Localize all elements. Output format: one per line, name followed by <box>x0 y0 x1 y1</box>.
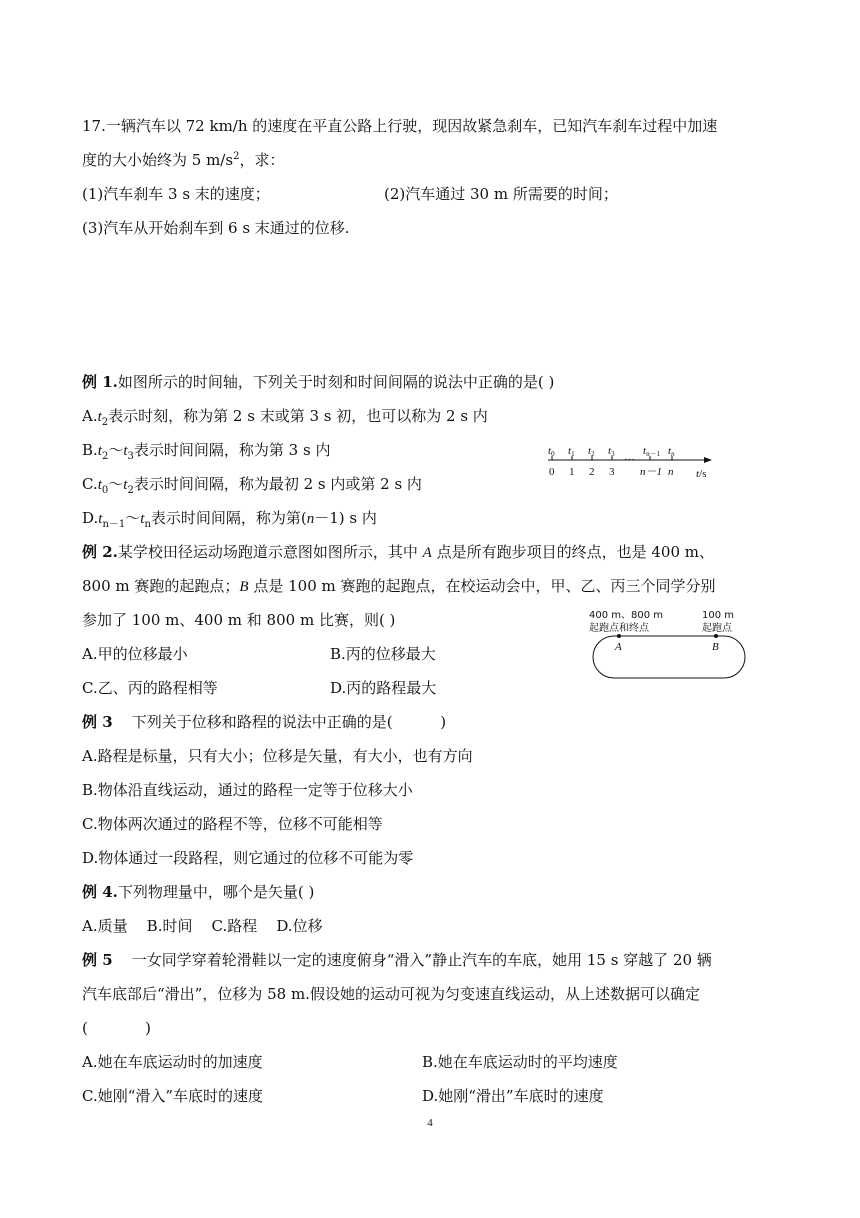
ex5-line1 <box>82 950 712 970</box>
option-letter: A. <box>82 407 98 425</box>
axis-top-label: t0 <box>548 445 555 458</box>
q17-part1: (1)汽车刹车 3 s 末的速度； <box>82 185 270 203</box>
ex2-line1 <box>82 542 714 563</box>
axis-top-label: t3 <box>608 445 615 458</box>
ex2-option-b: B.丙的位移最大 <box>330 645 436 663</box>
option-letter: B. <box>82 441 98 459</box>
ex3-option-b: B.物体沿直线运动，通过的路程一定等于位移大小 <box>82 781 413 799</box>
subscript: 0 <box>101 485 109 496</box>
track-figure <box>585 608 755 682</box>
page-number: 4 <box>427 1117 433 1129</box>
axis-bottom-label: n <box>668 466 674 478</box>
var-t: t <box>97 477 102 493</box>
ex4-stem-text: 下列物理量中，哪个是矢量( ) <box>117 883 315 901</box>
axis-top-label: t1 <box>568 445 575 458</box>
subscript: 2 <box>127 485 134 496</box>
tilde: ～ <box>108 441 124 459</box>
axis-top-label: t2 <box>588 445 595 458</box>
ex2-line2 <box>82 576 716 597</box>
ex1-stem-text: 如图所示的时间轴，下列关于时刻和时间间隔的说法中正确的是( ) <box>117 373 555 391</box>
var-t: t <box>123 443 128 459</box>
option-text: 表示时间间隔，称为第 3 s 内 <box>133 441 331 459</box>
ex4-stem <box>82 882 314 902</box>
ex1-option-c <box>82 474 422 495</box>
axis-top-label: tn <box>668 445 675 458</box>
point-b-label: B <box>712 641 719 653</box>
track-label-a-top: 400 m、800 m <box>589 610 664 621</box>
ex4-label: 例 4. <box>82 883 118 901</box>
option-letter: D. <box>82 509 99 527</box>
ex3-option-d: D.物体通过一段路程，则它通过的位移不可能为零 <box>82 849 414 867</box>
ex3-option-c: C.物体两次通过的路程不等，位移不可能相等 <box>82 815 383 833</box>
axis-bottom-label: 3 <box>609 466 615 478</box>
ex3-stem <box>82 712 446 732</box>
ex5-line2: 汽车底部后“滑出”，位移为 58 m.假设她的运动可视为匀变速直线运动，从上述数据可以确定 <box>82 985 700 1003</box>
option-text: －1) s 内 <box>314 509 377 527</box>
var-t: t <box>98 511 103 527</box>
ex1-stem <box>82 372 554 392</box>
ex2-text: 800 m 赛跑的起跑点； <box>82 577 240 595</box>
ex5-option-a: A.她在车底运动时的加速度 <box>82 1053 263 1071</box>
var-t: t <box>140 511 145 527</box>
ex2-option-c: C.乙、丙的路程相等 <box>82 679 218 697</box>
ex1-option-a <box>82 406 488 427</box>
ex2-line3: 参加了 100 m、400 m 和 800 m 比赛，则( ) <box>82 611 396 629</box>
point-a-marker <box>617 634 621 638</box>
option-letter: C. <box>82 475 98 493</box>
var-t: t <box>97 443 102 459</box>
ex2-label: 例 2. <box>82 543 118 561</box>
tilde: ～ <box>108 475 124 493</box>
subscript: n <box>144 519 151 530</box>
axis-bottom-label: 0 <box>549 466 555 478</box>
q17-line2 <box>82 150 284 170</box>
ex1-option-d <box>82 508 377 529</box>
point-a-label: A <box>615 641 622 653</box>
ex5-line3: ( ) <box>82 1019 151 1037</box>
axis-bottom-label: n－1 <box>640 466 662 478</box>
track-label-b-top: 100 m <box>702 610 735 621</box>
ex5-option-b: B.她在车底运动时的平均速度 <box>422 1053 618 1071</box>
axis-unit-label: t/s <box>696 468 707 480</box>
track-label-a-bottom: 起跑点和终点 <box>589 623 649 634</box>
ex5-option-c: C.她刚“滑入”车底时的速度 <box>82 1087 264 1105</box>
ex2-text: 某学校田径运动场跑道示意图如图所示，其中 <box>117 543 423 561</box>
ex2-option-a: A.甲的位移最小 <box>82 645 188 663</box>
subscript: 3 <box>127 451 134 462</box>
var-t: t <box>97 409 102 425</box>
axis-top-label: tn－1 <box>643 445 661 458</box>
time-axis-figure <box>540 440 720 484</box>
var-n: n <box>306 511 315 527</box>
q17-text: 度的大小始终为 5 m/s <box>82 151 234 169</box>
var-t: t <box>123 477 128 493</box>
ex3-label: 例 3 <box>82 713 113 731</box>
point-a: A <box>422 545 432 561</box>
ex2-text: 点是 100 m 赛跑的起跑点，在校运动会中，甲、乙、丙三个同学分别 <box>248 577 716 595</box>
ex5-text: 一女同学穿着轮滑鞋以一定的速度俯身“滑入”静止汽车的车底，她用 15 s 穿越了 20 辆 <box>112 951 712 969</box>
q17-text: ，求： <box>239 151 285 169</box>
axis-ellipsis: ··· <box>624 454 635 466</box>
ex2-option-d: D.丙的路程最大 <box>330 679 437 697</box>
ex3-stem-text: 下列关于位移和路程的说法中正确的是( ) <box>112 713 447 731</box>
axis-arrow <box>704 457 712 463</box>
ex5-option-d: D.她刚“滑出”车底时的速度 <box>422 1087 604 1105</box>
ex1-label: 例 1. <box>82 373 118 391</box>
q17-superscript: 2 <box>233 151 240 162</box>
axis-bottom-label: 2 <box>589 466 595 478</box>
ex4-options: A.质量 B.时间 C.路程 D.位移 <box>82 917 323 935</box>
point-b-marker <box>714 634 718 638</box>
q17-part3: (3)汽车从开始刹车到 6 s 末通过的位移. <box>82 219 350 237</box>
ex5-label: 例 5 <box>82 951 113 969</box>
ex1-option-b <box>82 440 330 461</box>
axis-bottom-label: 1 <box>569 466 575 478</box>
option-text: 表示时间间隔，称为第( <box>150 509 307 527</box>
option-text: 表示时间间隔，称为最初 2 s 内或第 2 s 内 <box>133 475 422 493</box>
subscript: 2 <box>101 451 109 462</box>
ex2-text: 点是所有跑步项目的终点，也是 400 m、 <box>431 543 715 561</box>
q17-line1: 17.一辆汽车以 72 km/h 的速度在平直公路上行驶，现因故紧急刹车，已知汽车刹车过程中加速 <box>82 117 718 135</box>
q17-part2: (2)汽车通过 30 m 所需要的时间； <box>384 185 618 203</box>
point-b: B <box>239 579 249 595</box>
tilde: ～ <box>125 509 141 527</box>
ex3-option-a: A.路程是标量，只有大小；位移是矢量，有大小，也有方向 <box>82 747 473 765</box>
subscript: 2 <box>101 417 109 428</box>
option-text: 表示时刻，称为第 2 s 末或第 3 s 初，也可以称为 2 s 内 <box>108 407 488 425</box>
subscript: n－1 <box>102 519 126 530</box>
track-label-b-bottom: 起跑点 <box>702 623 732 634</box>
